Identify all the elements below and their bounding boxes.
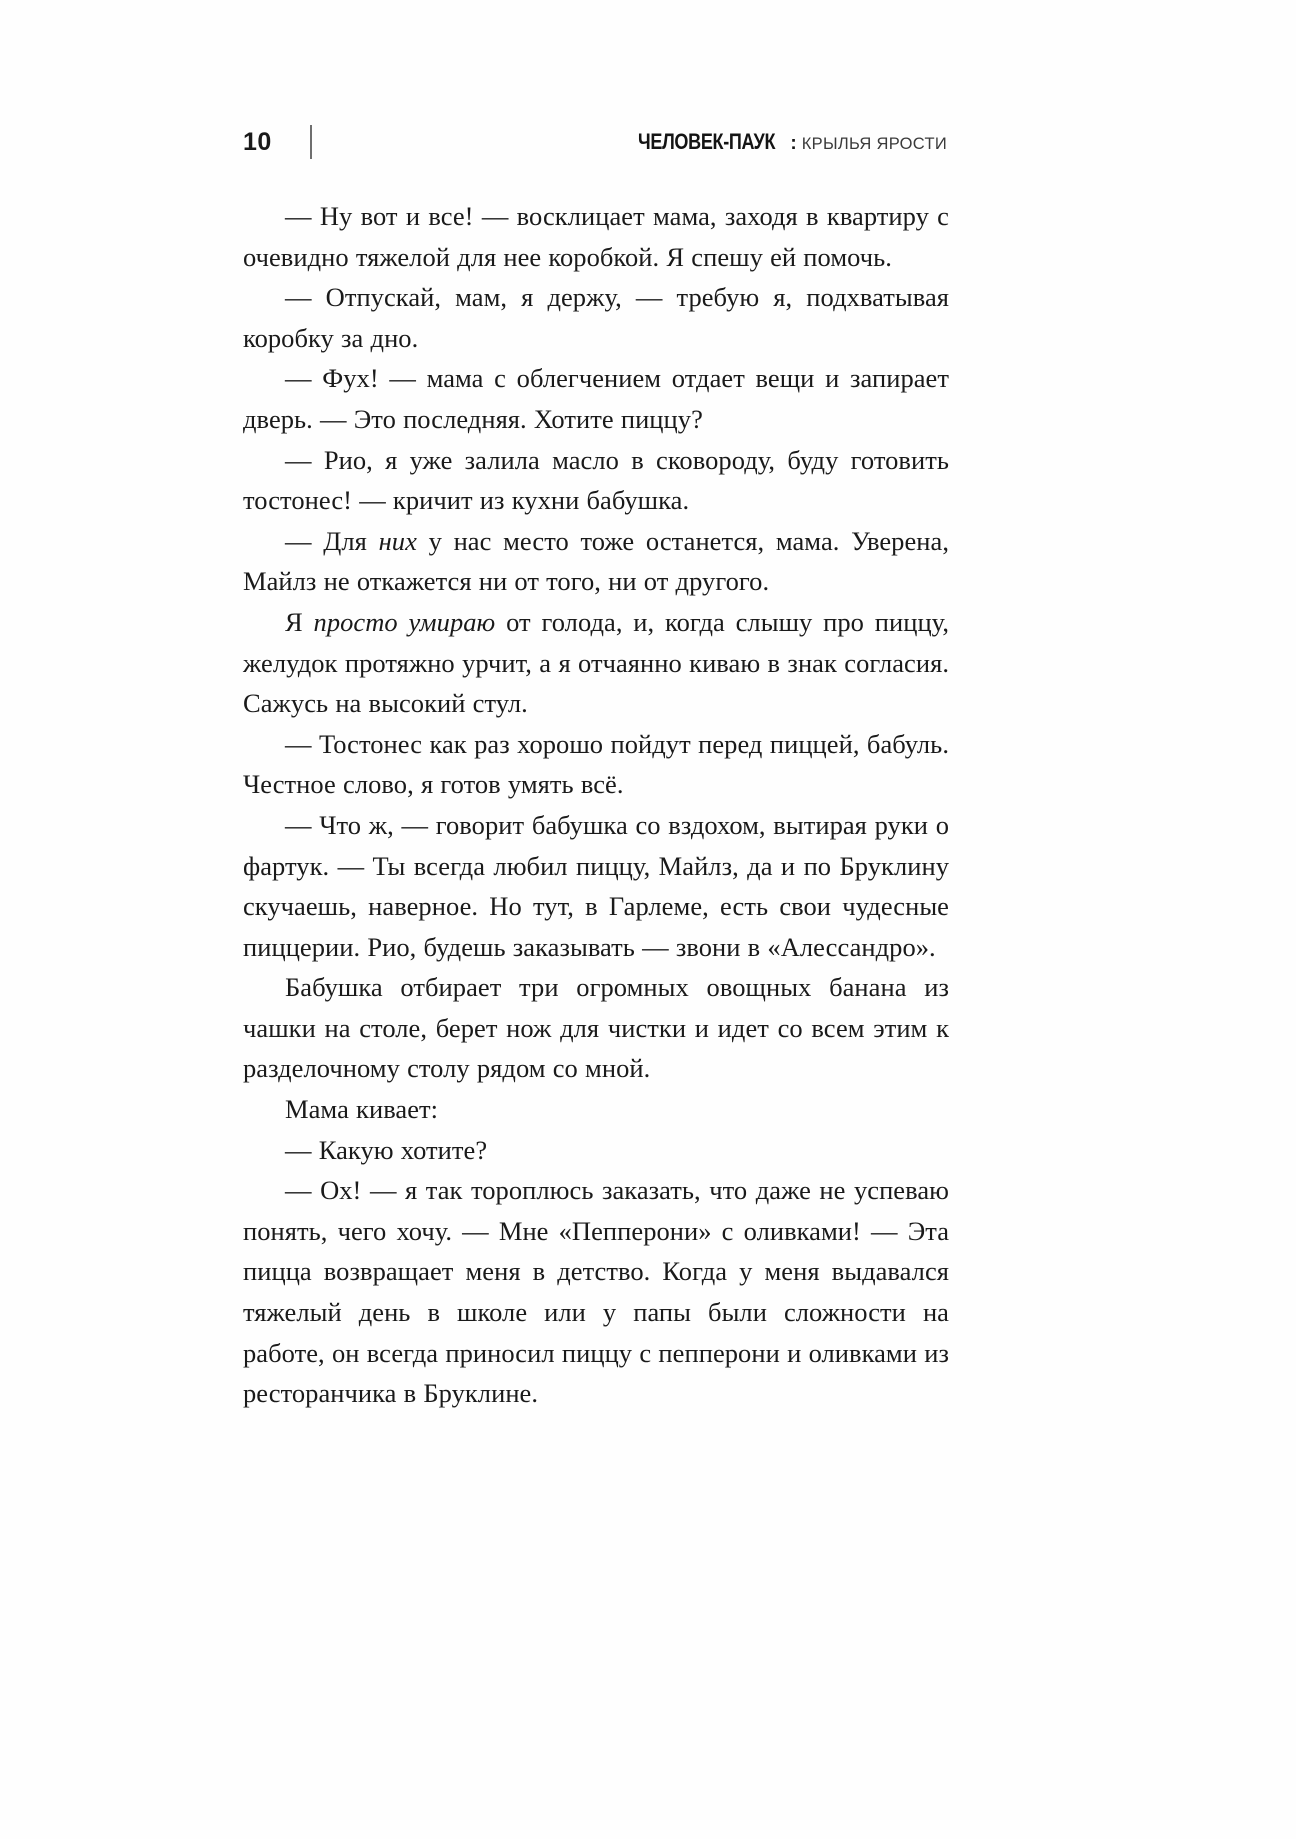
paragraph: — Что ж, — говорит бабушка со вздохом, вытирая руки о фартук. — Ты всегда любил пиццу, Майлз, да и по Бруклину скучаешь, наверное. Но тут, в Гарлеме, есть свои чудесные пиццерии. Рио, будешь заказывать — звони в «Алессандро». (243, 809, 949, 962)
running-head-title-group (623, 129, 947, 155)
paragraph: — Какую хотите? (285, 1134, 488, 1165)
page-number: 10 (243, 127, 272, 156)
paragraph: — Ох! — я так тороплюсь заказать, что даже не успеваю понять, чего хочу. — Мне «Пепперони» с оливками! — Эта пицца возвращает меня в детство. Когда у меня выдавался тяжелый день в школе или у папы были сложности на работе, он всегда приносил пиццу с пепперони и оливками из ресторанчика в Бруклине. (243, 1175, 949, 1409)
paragraph: — Ну вот и все! — восклицает мама, заходя в квартиру с очевидно тяжелой для нее коробкой. Я спешу ей помочь. (243, 201, 949, 272)
paragraph: Я просто умираю от голода, и, когда слышу про пиццу, желудок протяжно урчит, а я отчаянно киваю в знак согласия. Сажусь на высокий стул. (243, 606, 949, 719)
paragraph: Бабушка отбирает три огромных овощных банана из чашки на столе, берет нож для чистки и идет со всем этим к разделочному столу рядом со мной. (243, 972, 949, 1084)
book-subtitle: КРЫЛЬЯ ЯРОСТИ (801, 135, 947, 153)
emphasis-text: них (378, 525, 417, 556)
paragraph: — Тостонес как раз хорошо пойдут перед пиццей, бабуль. Честное слово, я готов умять всё. (243, 728, 949, 800)
folio-divider (310, 125, 312, 159)
book-title: ЧЕЛОВЕК-ПАУК (638, 129, 776, 154)
paragraph: Мама кивает: (285, 1094, 439, 1125)
title-separator: : (790, 133, 797, 154)
running-head (243, 122, 947, 162)
paragraph: — Фух! — мама с облегчением отдает вещи и запирает дверь. — Это последняя. Хотите пиццу? (243, 363, 949, 434)
emphasis-text: просто умираю (313, 606, 496, 637)
paragraph: — Отпускай, мам, я держу, — требую я, подхватывая коробку за дно. (243, 282, 949, 353)
body-text (243, 196, 949, 1414)
paragraph: — Рио, я уже залила масло в сковороду, буду готовить тостонес! — кричит из кухни бабушка. (243, 444, 949, 516)
paragraph: — Для них у нас место тоже останется, мама. Уверена, Майлз не откажется ни от того, ни от другого. (243, 525, 949, 597)
